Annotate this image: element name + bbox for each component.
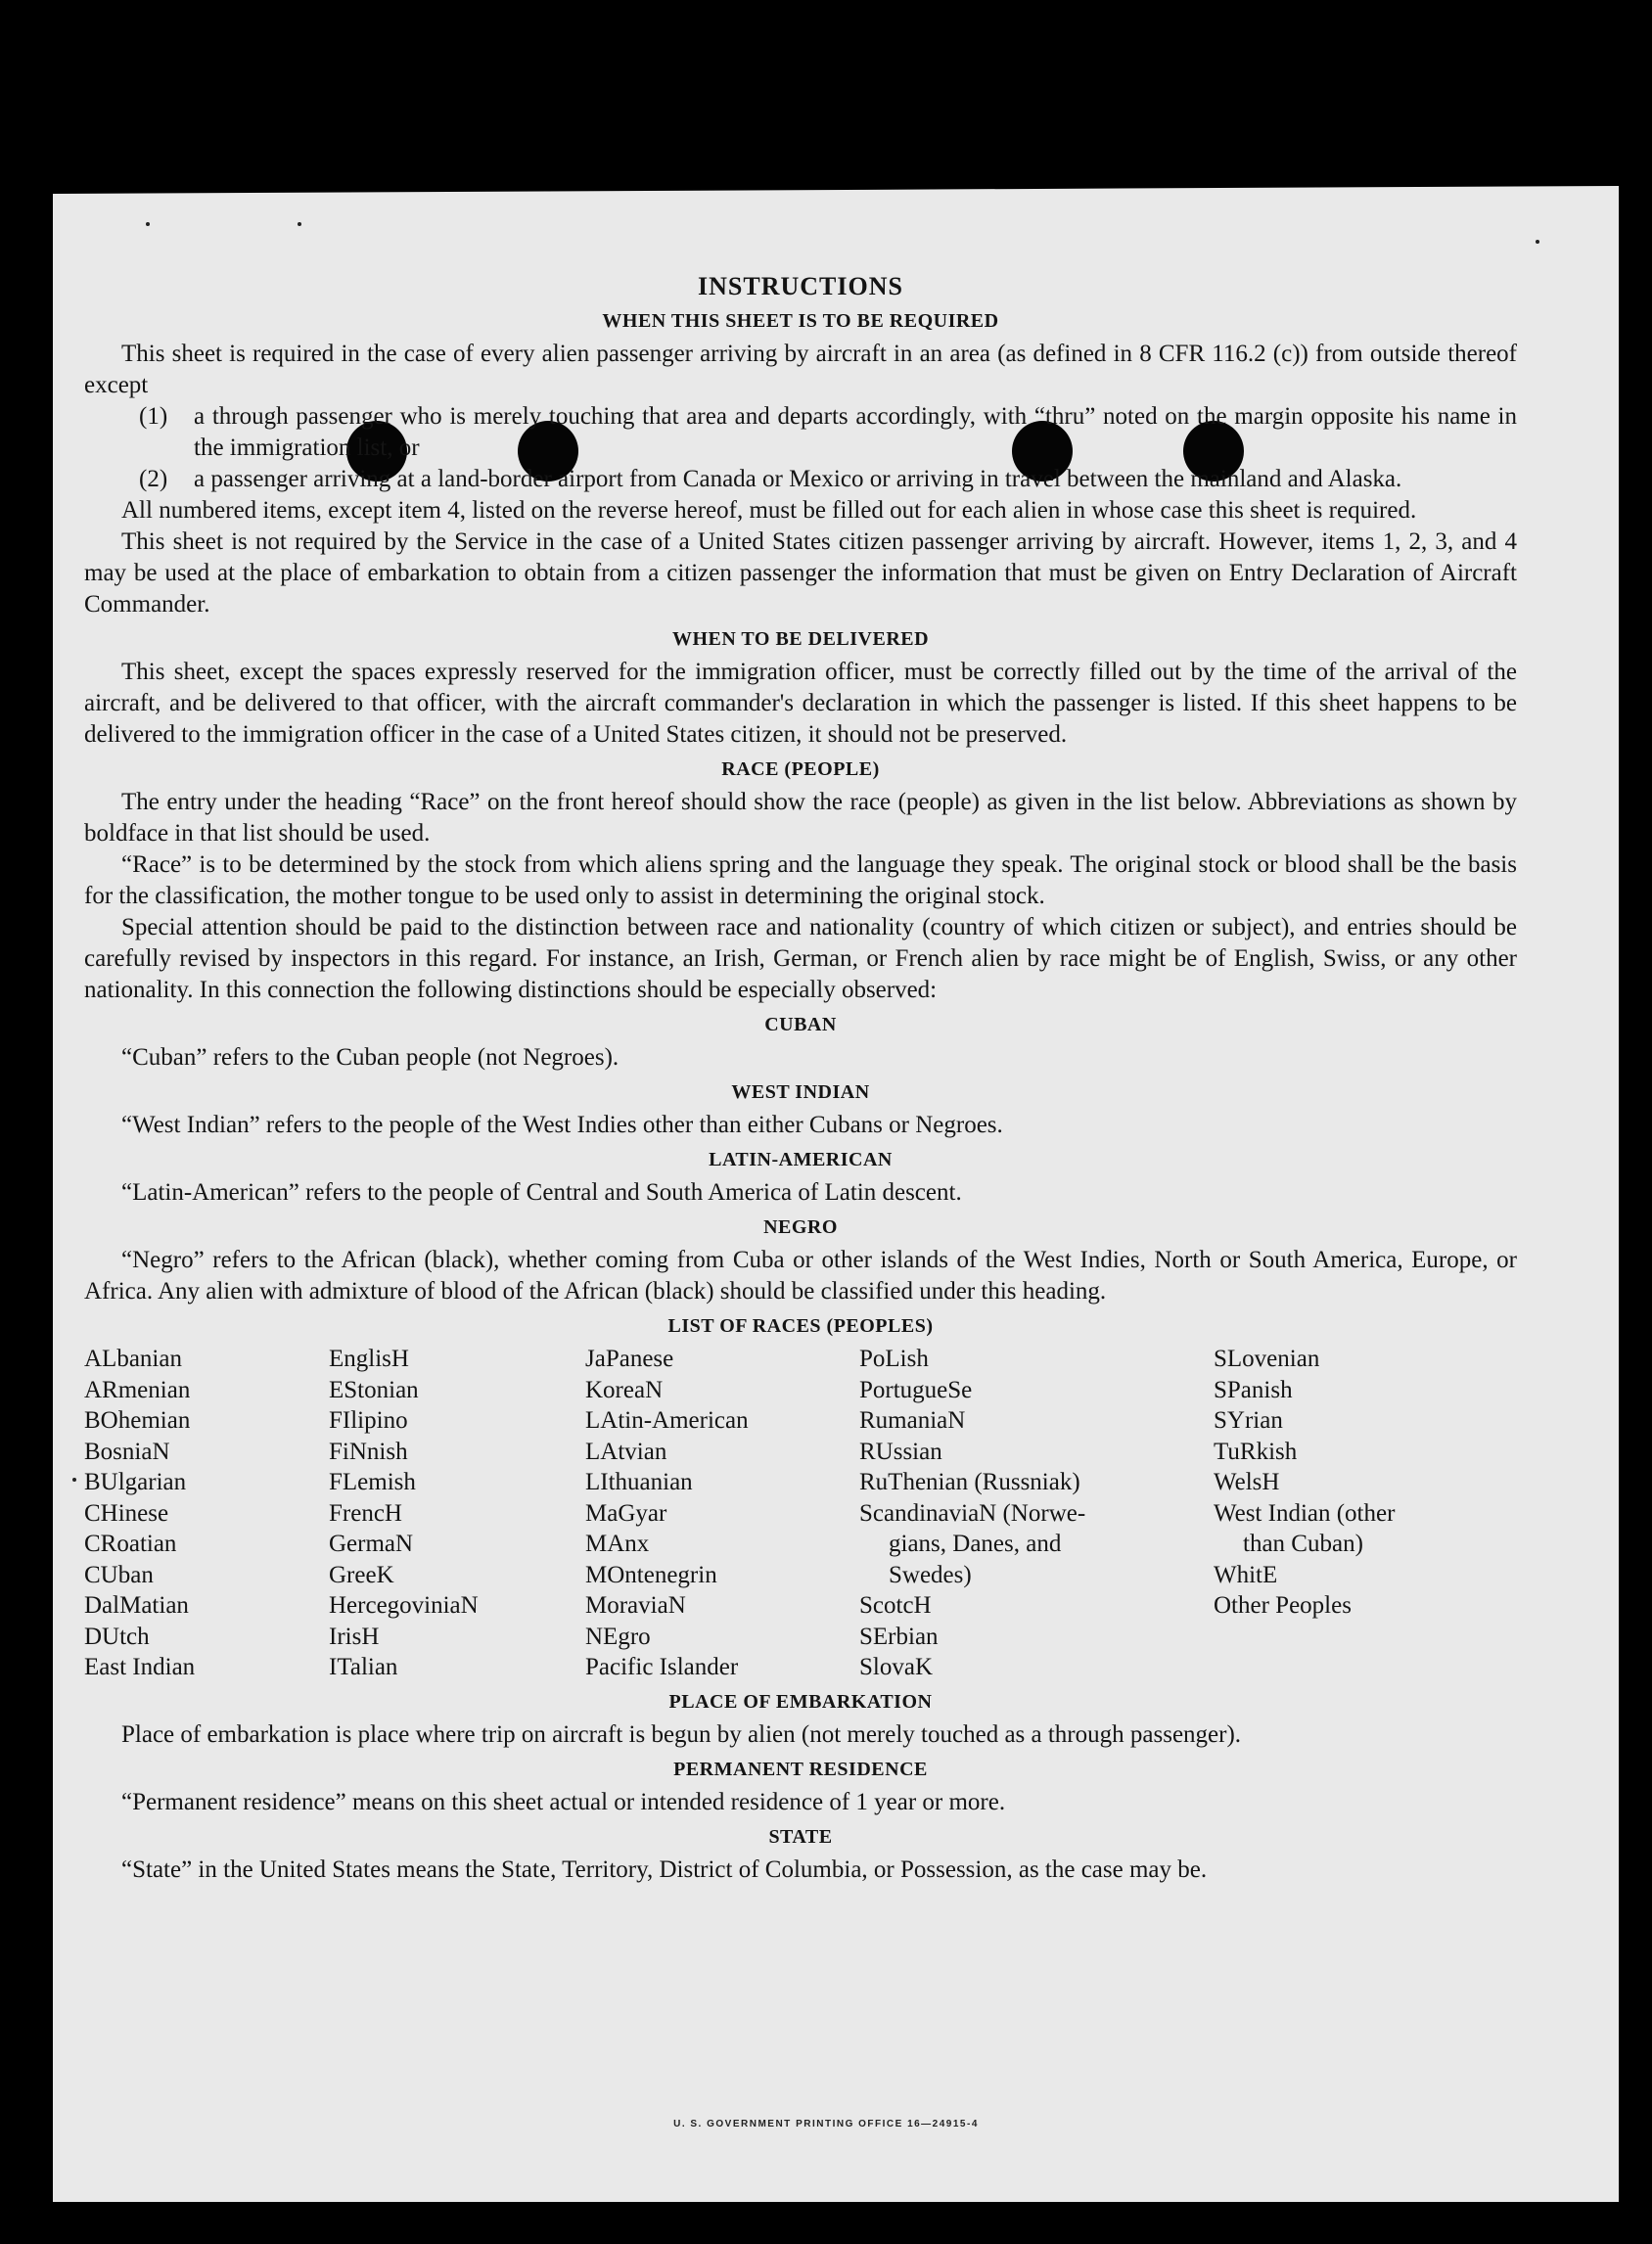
section-heading: LIST OF RACES (PEOPLES)	[667, 1315, 934, 1337]
paragraph: All numbered items, except item 4, listed on the reverse hereof, must be filled out for each alien in whose case this sheet is required.	[121, 497, 1417, 524]
race-entry: RUssian	[859, 1438, 942, 1465]
race-entry: SPanish	[1214, 1376, 1293, 1403]
race-entry: LAtin-American	[585, 1407, 749, 1434]
printer-imprint: U. S. GOVERNMENT PRINTING OFFICE 16—24915-4	[673, 2119, 979, 2130]
race-entry: PoLish	[859, 1346, 929, 1372]
paragraph: “State” in the United States means the State, Territory, District of Columbia, or Possession, as the case may be.	[121, 1855, 1208, 1883]
section-heading: PERMANENT RESIDENCE	[673, 1758, 928, 1780]
race-entry: BOhemian	[84, 1407, 191, 1434]
list-item	[84, 401, 1517, 464]
paragraph: “Latin-American” refers to the people of Central and South America of Latin descent.	[121, 1179, 962, 1206]
item-number: (1)	[139, 403, 168, 430]
race-entry: MaGyar	[585, 1499, 667, 1527]
race-column	[1214, 1344, 1517, 1683]
race-entry: SYrian	[1214, 1407, 1283, 1434]
race-entry: DUtch	[84, 1623, 150, 1650]
section-heading: CUBAN	[764, 1014, 837, 1035]
race-entry: EStonian	[329, 1376, 419, 1403]
race-entry: West Indian (other	[1214, 1499, 1396, 1527]
paragraph: This sheet is not required by the Service in the case of a United States citizen passenger arriving by aircraft. However, items 1, 2, 3, and 4 may be used at the place of embarkation to obtain from a citizen passenger the information that must be given on Entry Declaration of Aircraft Commander.	[84, 528, 1517, 618]
race-entry: HercegoviniaN	[329, 1592, 479, 1619]
race-entry: MoraviaN	[585, 1592, 686, 1619]
paragraph: The entry under the heading “Race” on the front hereof should show the race (people) as given in the list below. Abbreviations as shown by boldface in that list should be used.	[84, 789, 1517, 847]
race-list	[84, 1344, 1517, 1683]
item-number: (2)	[139, 466, 168, 492]
race-entry: CRoatian	[84, 1531, 177, 1557]
race-entry: LAtvian	[585, 1438, 667, 1465]
race-entry: SErbian	[859, 1623, 939, 1650]
race-entry: FiNnish	[329, 1438, 408, 1465]
paragraph: “Race” is to be determined by the stock from which aliens spring and the language they speak. The original stock or blood shall be the basis for the classification, the mother tongue to be used only to assist in determining the original stock.	[84, 851, 1517, 909]
race-entry: ALbanian	[84, 1346, 182, 1372]
section-heading: STATE	[768, 1825, 833, 1848]
list-item	[84, 464, 1517, 495]
race-entry: BosniaN	[84, 1438, 170, 1465]
section-heading: LATIN-AMERICAN	[709, 1149, 893, 1170]
race-entry: GermaN	[329, 1531, 414, 1557]
race-column	[84, 1344, 329, 1683]
paragraph: “Cuban” refers to the Cuban people (not Negroes).	[121, 1044, 620, 1071]
paragraph: This sheet is required in the case of every alien passenger arriving by aircraft in an area (as defined in 8 CFR 116.2 (c)) from outside thereof except	[84, 341, 1517, 398]
race-entry: RuThenian (Russniak)	[859, 1469, 1080, 1495]
section-heading: RACE (PEOPLE)	[721, 758, 880, 780]
section-heading: WHEN THIS SHEET IS TO BE REQUIRED	[602, 310, 999, 332]
race-entry: Other Peoples	[1214, 1592, 1352, 1619]
race-entry-continuation: Swedes)	[889, 1561, 972, 1588]
race-column	[585, 1344, 859, 1683]
race-entry: KoreaN	[585, 1376, 664, 1403]
race-entry: WhitE	[1214, 1561, 1278, 1588]
paragraph: Place of embarkation is place where trip on aircraft is begun by alien (not merely touched as a through passenger).	[121, 1720, 1242, 1748]
race-entry: IrisH	[329, 1623, 380, 1650]
race-entry: TuRkish	[1214, 1438, 1298, 1465]
paragraph: This sheet, except the spaces expressly reserved for the immigration officer, must be correctly filled out by the time of the arrival of the aircraft, and be delivered to that officer, with the aircraft commander's declaration in which the passenger is listed. If this sheet happens to be delivered to the immigration officer in the case of a United States citizen, it should not be preserved.	[84, 659, 1517, 748]
section-heading: NEGRO	[763, 1216, 838, 1238]
race-entry: JaPanese	[585, 1346, 674, 1372]
paragraph: “Negro” refers to the African (black), whether coming from Cuba or other islands of the West Indies, North or South America, Europe, or Africa. Any alien with admixture of blood of the African (black) should be classified under this heading.	[84, 1247, 1517, 1305]
section-heading: PLACE OF EMBARKATION	[668, 1690, 933, 1713]
paragraph: “Permanent residence” means on this sheet actual or intended residence of 1 year or more.	[121, 1788, 1006, 1815]
race-entry: East Indian	[84, 1654, 196, 1680]
section-heading: WEST INDIAN	[731, 1081, 870, 1103]
item-text: a passenger arriving at a land-border airport from Canada or Mexico or arriving in travel between the mainland and Alaska.	[194, 466, 1402, 492]
race-entry: CHinese	[84, 1499, 169, 1527]
race-entry: EnglisH	[329, 1346, 409, 1372]
race-entry: RumaniaN	[859, 1407, 966, 1434]
race-entry: PortugueSe	[859, 1376, 973, 1403]
race-entry: MAnx	[585, 1531, 650, 1557]
race-column	[859, 1344, 1214, 1683]
race-entry: WelsH	[1214, 1469, 1280, 1495]
race-entry: ScandinaviaN (Norwe-	[859, 1499, 1086, 1527]
race-column	[329, 1344, 585, 1683]
section-heading: WHEN TO BE DELIVERED	[671, 628, 930, 650]
race-entry: ScotcH	[859, 1592, 932, 1619]
race-entry: BUlgarian	[84, 1469, 187, 1495]
race-entry: MOntenegrin	[585, 1561, 717, 1588]
race-entry-continuation: gians, Danes, and	[889, 1531, 1062, 1557]
race-entry: Pacific Islander	[585, 1654, 739, 1680]
race-entry: SlovaK	[859, 1654, 933, 1680]
instructions-body	[84, 271, 1517, 1886]
page-title: INSTRUCTIONS	[698, 272, 903, 300]
race-entry: CUban	[84, 1561, 154, 1588]
race-entry: FrencH	[329, 1499, 402, 1527]
race-entry: SLovenian	[1214, 1346, 1320, 1372]
race-entry: FLemish	[329, 1469, 416, 1495]
race-entry-continuation: than Cuban)	[1243, 1531, 1363, 1557]
item-text: a through passenger who is merely touching that area and departs accordingly, with “thru” noted on the margin opposite his name in the immigration list, or	[194, 403, 1517, 461]
race-entry: NEgro	[585, 1623, 651, 1650]
race-entry: GreeK	[329, 1561, 394, 1588]
paragraph: “West Indian” refers to the people of the West Indies other than either Cubans or Negroes.	[121, 1112, 1003, 1138]
race-entry: FIlipino	[329, 1407, 408, 1434]
race-entry: LIthuanian	[585, 1469, 693, 1495]
race-entry: DalMatian	[84, 1592, 189, 1619]
race-entry: ARmenian	[84, 1376, 191, 1403]
paragraph: Special attention should be paid to the distinction between race and nationality (country of which citizen or subject), and entries should be carefully revised by inspectors in this regard. For instance, an Irish, German, or French alien by race might be of English, Swiss, or any other nationality. In this connection the following distinctions should be especially observed:	[84, 914, 1517, 1003]
race-entry: ITalian	[329, 1654, 398, 1680]
